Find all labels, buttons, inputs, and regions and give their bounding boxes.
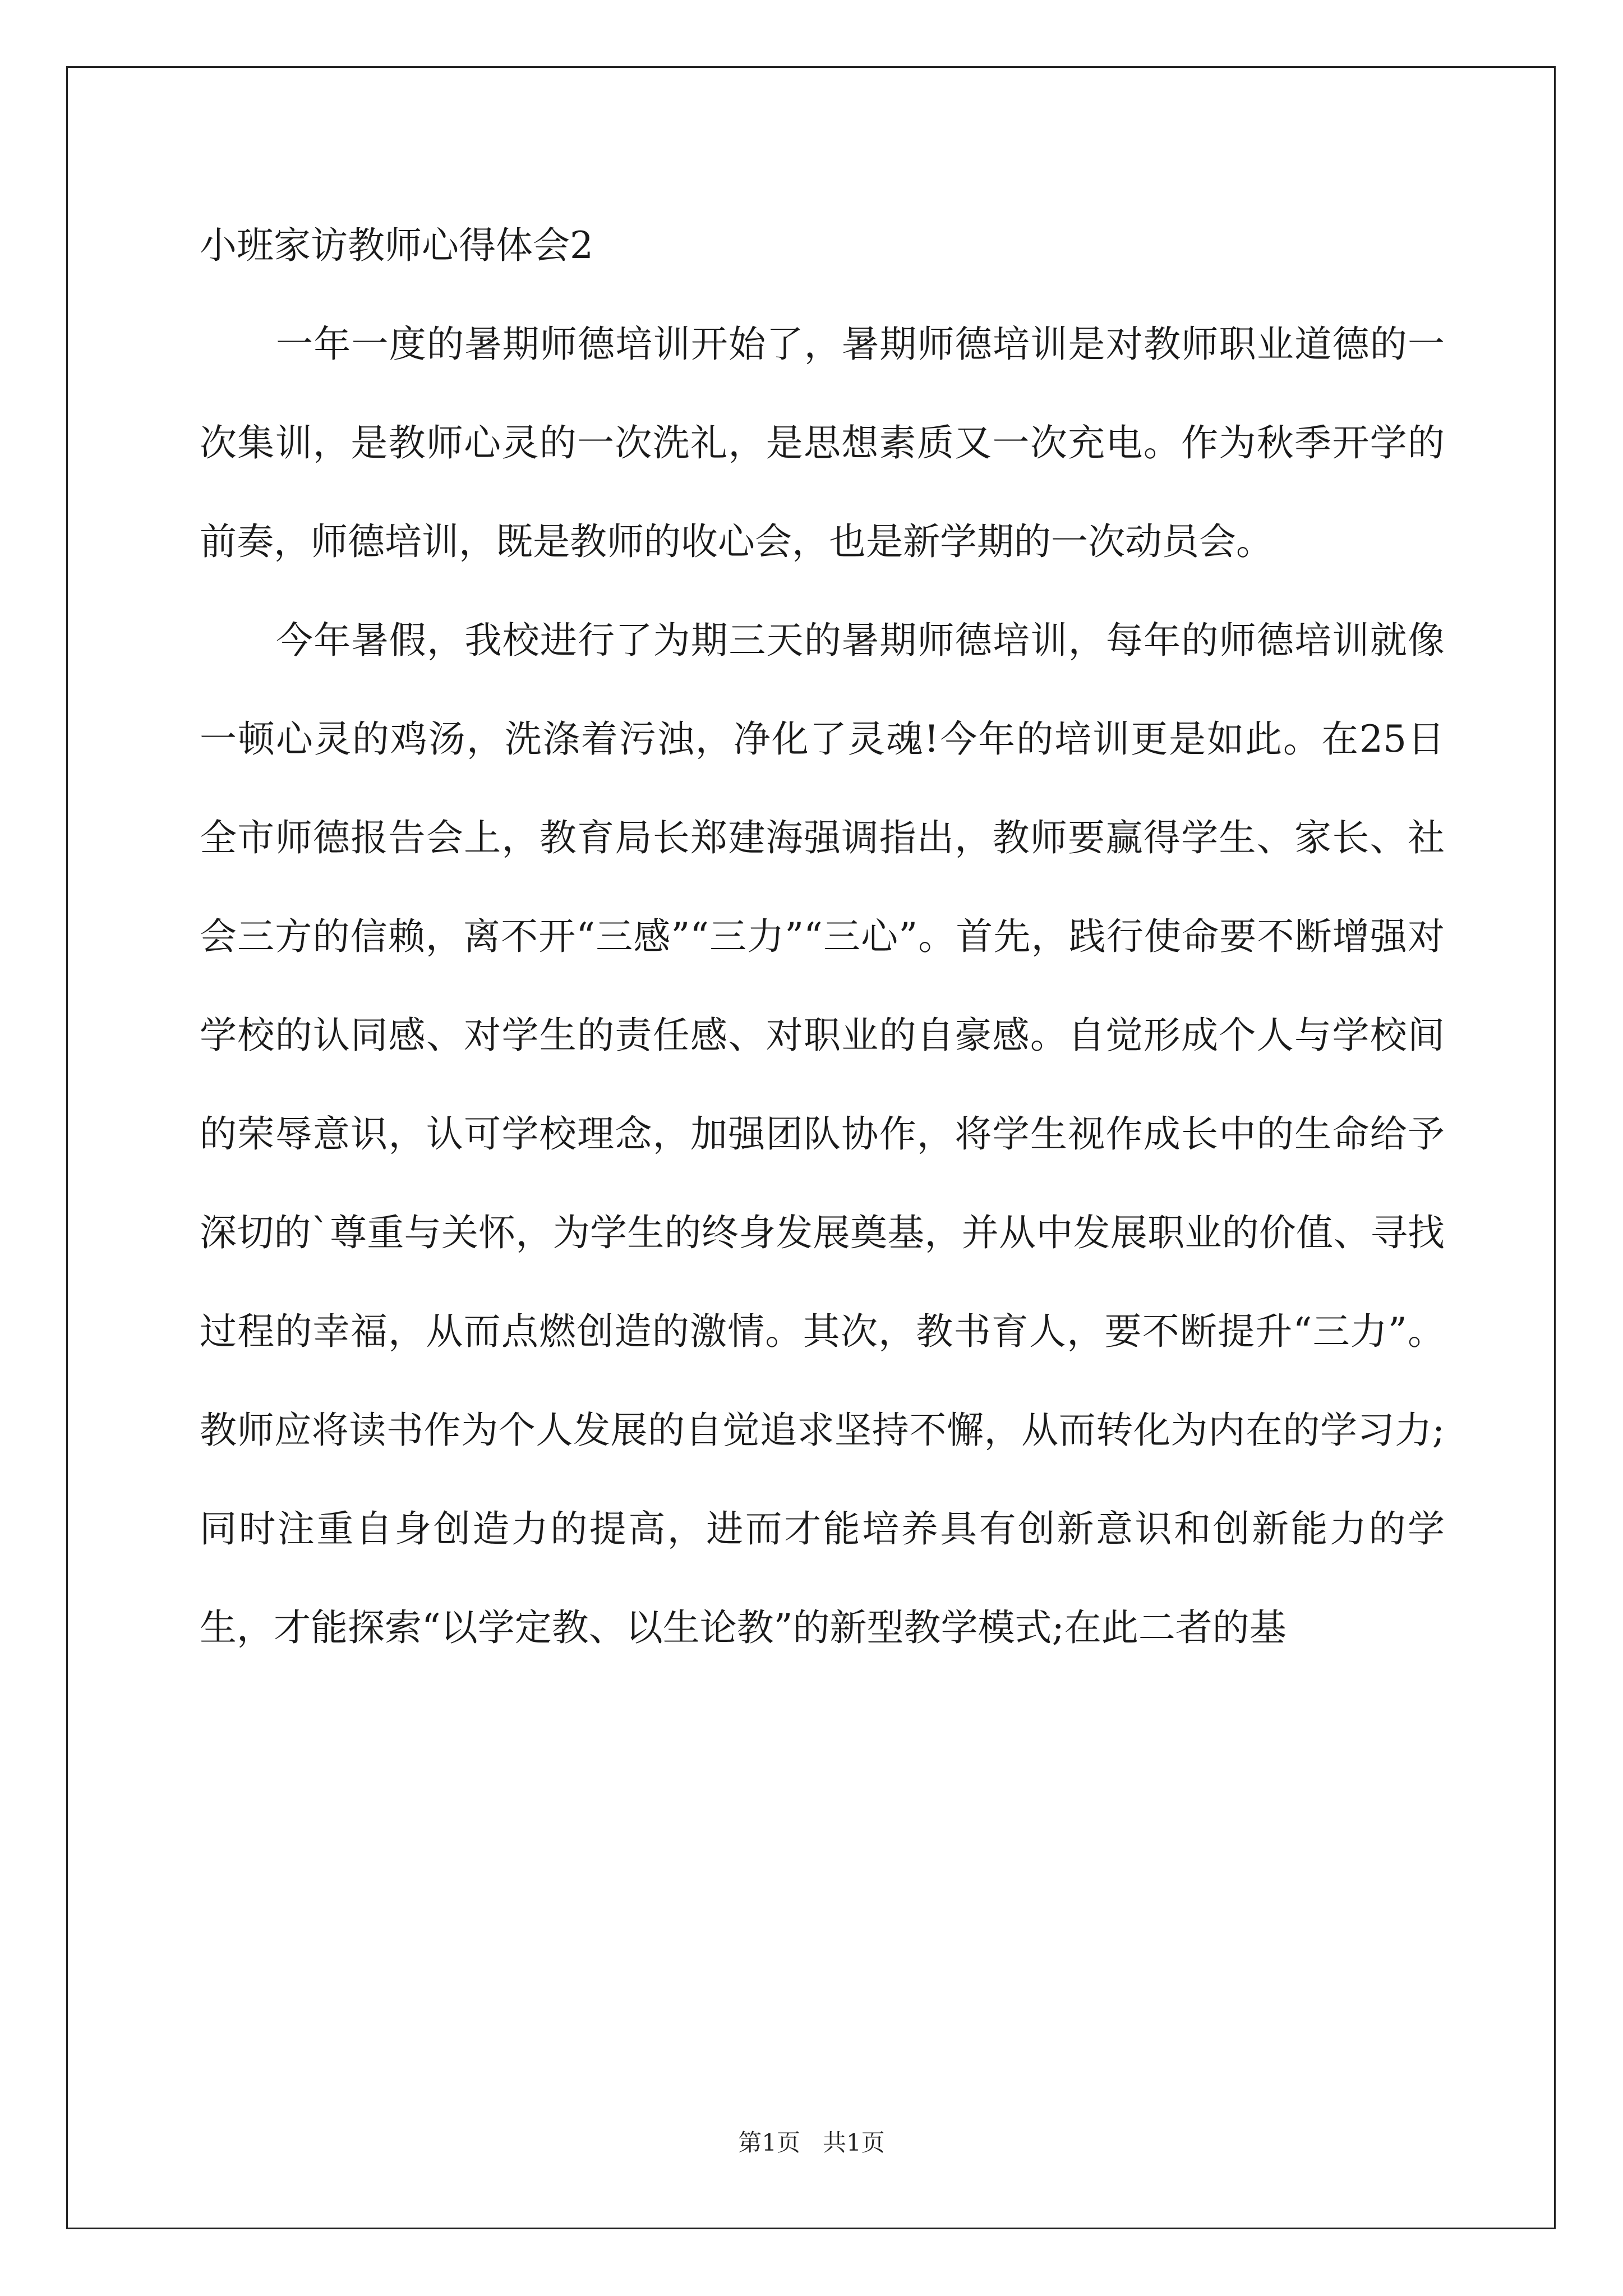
document-title: 小班家访教师心得体会2 [200,224,593,267]
document-body [200,196,1445,1677]
page-footer: 第1页 共1页 [738,2129,885,2156]
paragraph-1: 一年一度的暑期师德培训开始了，暑期师德培训是对教师职业道德的一次集训，是教师心灵的一次洗礼，是思想素质又一次充电。作为秋季开学的前奏，师德培训，既是教师的收心会，也是新学期的一次动员会。 [200,323,1445,563]
paragraph-2: 今年暑假，我校进行了为期三天的暑期师德培训，每年的师德培训就像一顿心灵的鸡汤，洗涤着污浊，净化了灵魂!今年的培训更是如此。在25日全市师德报告会上，教育局长郑建海强调指出，教师要赢得学生、家长、社会三方的信赖，离不开“三感”“三力”“三心”。首先，践行使命要不断增强对学校的认同感、对学生的责任感、对职业的自豪感。自觉形成个人与学校间的荣辱意识，认可学校理念，加强团队协作，将学生视作成长中的生命给予深切的`尊重与关怀，为学生的终身发展奠基，并从中发展职业的价值、寻找过程的幸福，从而点燃创造的激情。其次，教书育人，要不断提升“三力”。教师应将读书作为个人发展的自觉追求坚持不懈，从而转化为内在的学习力;同时注重自身创造力的提高，进而才能培养具有创新意识和创新能力的学生，才能探索“以学定教、以生论教”的新型教学模式;在此二者的基 [200,619,1445,1649]
